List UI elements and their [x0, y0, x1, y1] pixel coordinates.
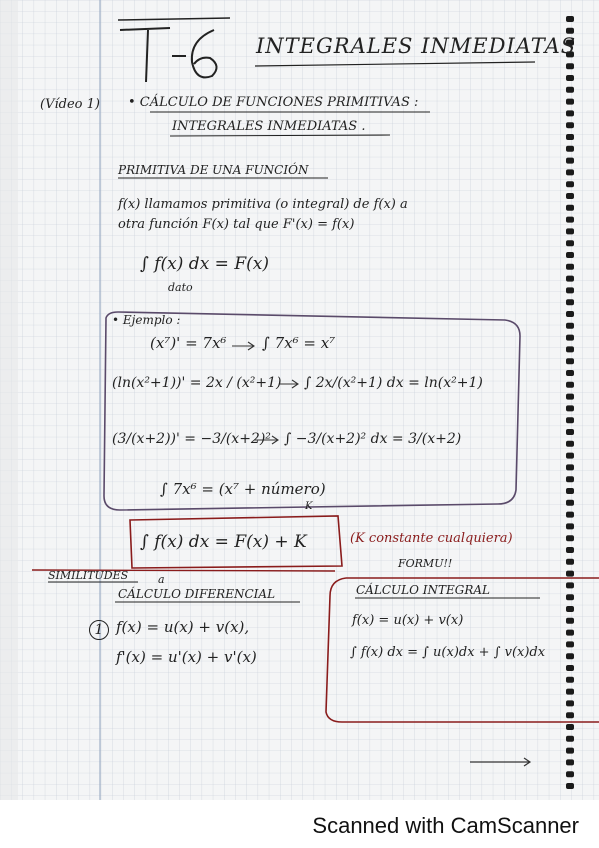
spiral-hole [566, 618, 574, 624]
spiral-hole [566, 335, 574, 341]
spiral-hole [566, 748, 574, 754]
spiral-hole [566, 323, 574, 329]
similitudes-heading: SIMILITUDES [48, 569, 129, 582]
spiral-hole [566, 512, 574, 518]
spiral-hole [566, 311, 574, 317]
spiral-hole [566, 571, 574, 577]
spiral-hole [566, 240, 574, 246]
intro-line-1: • CÁLCULO DE FUNCIONES PRIMITIVAS : [128, 95, 419, 110]
spiral-hole [566, 228, 574, 234]
spiral-hole [566, 547, 574, 553]
spiral-hole [566, 181, 574, 187]
spiral-hole [566, 110, 574, 116]
definition-line-1: f(x) llamamos primitiva (o integral) de f(x) a [118, 197, 408, 212]
spiral-hole [566, 205, 574, 211]
scanner-footer [0, 800, 599, 848]
differential-line-2: f'(x) = u'(x) + v'(x) [116, 648, 257, 666]
spiral-hole [566, 700, 574, 706]
example-row-2-left: (ln(x²+1))' = 2x / (x²+1) [112, 375, 282, 391]
example-row-1-left: (x⁷)' = 7x⁶ [150, 334, 227, 352]
spiral-hole [566, 146, 574, 152]
spiral-hole [566, 500, 574, 506]
spiral-hole [566, 559, 574, 565]
spiral-hole [566, 394, 574, 400]
spiral-hole [566, 630, 574, 636]
spiral-hole [566, 677, 574, 683]
spiral-hole [566, 535, 574, 541]
spiral-hole [566, 476, 574, 482]
example-row-4: ∫ 7x⁶ = (x⁷ + número) [160, 480, 326, 498]
spiral-hole [566, 405, 574, 411]
primitive-formula: ∫ f(x) dx = F(x) [140, 254, 269, 274]
spiral-hole [566, 783, 574, 789]
integral-heading: CÁLCULO INTEGRAL [356, 583, 490, 597]
spiral-hole [566, 28, 574, 34]
intro-line-2: INTEGRALES INMEDIATAS . [172, 119, 366, 134]
spiral-hole [566, 441, 574, 447]
example-row-1-right: ∫ 7x⁶ = x⁷ [262, 334, 336, 352]
spiral-hole [566, 276, 574, 282]
spiral-hole [566, 665, 574, 671]
spiral-hole [566, 75, 574, 81]
scanner-watermark: Scanned with CamScanner [312, 813, 579, 838]
spiral-hole [566, 264, 574, 270]
spiral-hole [566, 771, 574, 777]
differential-line-1: f(x) = u(x) + v(x), [116, 618, 250, 636]
spiral-hole [566, 759, 574, 765]
spiral-hole [566, 417, 574, 423]
similitudes-a: a [158, 573, 165, 586]
spiral-hole [566, 287, 574, 293]
spiral-hole [566, 653, 574, 659]
result-formula: ∫ f(x) dx = F(x) + K [140, 532, 307, 552]
k-note: (K constante cualquiera) [350, 531, 513, 546]
spiral-hole [566, 193, 574, 199]
spiral-hole [566, 464, 574, 470]
k-marker: K [305, 501, 313, 512]
spiral-hole [566, 370, 574, 376]
spiral-hole [566, 358, 574, 364]
spiral-hole [566, 87, 574, 93]
spiral-hole [566, 641, 574, 647]
spiral-hole [566, 252, 574, 258]
spiral-hole [566, 453, 574, 459]
spiral-hole [566, 217, 574, 223]
spiral-hole [566, 736, 574, 742]
spiral-hole [566, 606, 574, 612]
spiral-hole [566, 594, 574, 600]
spiral-hole [566, 122, 574, 128]
spiral-hole [566, 99, 574, 105]
spiral-hole [566, 382, 574, 388]
spiral-hole [566, 299, 574, 305]
example-row-2-right: ∫ 2x/(x²+1) dx = ln(x²+1) [304, 375, 483, 391]
spiral-hole [566, 712, 574, 718]
spiral-hole [566, 63, 574, 69]
definition-line-2: otra función F(x) tal que F'(x) = f(x) [118, 217, 355, 232]
example-row-3-right: ∫ −3/(x+2)² dx = 3/(x+2) [284, 431, 462, 447]
primitiva-heading: PRIMITIVA DE UNA FUNCIÓN [118, 163, 309, 177]
spiral-hole [566, 134, 574, 140]
differential-heading: CÁLCULO DIFERENCIAL [118, 587, 276, 601]
spiral-hole [566, 16, 574, 22]
example-label: • Ejemplo : [112, 313, 181, 327]
item-number: 1 [89, 620, 109, 640]
integral-line-1: f(x) = u(x) + v(x) [352, 613, 464, 628]
dato-label: dato [168, 281, 193, 294]
topic-subtitle: INTEGRALES INMEDIATAS [256, 34, 577, 58]
spiral-hole [566, 429, 574, 435]
example-row-3-left: (3/(x+2))' = −3/(x+2)² [112, 431, 271, 447]
spiral-hole [566, 582, 574, 588]
video-label: (Vídeo 1) [40, 97, 100, 112]
integral-line-2: ∫ f(x) dx = ∫ u(x)dx + ∫ v(x)dx [350, 645, 546, 660]
spiral-hole [566, 158, 574, 164]
spiral-hole [566, 346, 574, 352]
spiral-hole [566, 169, 574, 175]
spiral-hole [566, 523, 574, 529]
spiral-hole [566, 724, 574, 730]
formula-note: FORMU!! [398, 557, 453, 570]
spiral-hole [566, 689, 574, 695]
spiral-hole [566, 488, 574, 494]
